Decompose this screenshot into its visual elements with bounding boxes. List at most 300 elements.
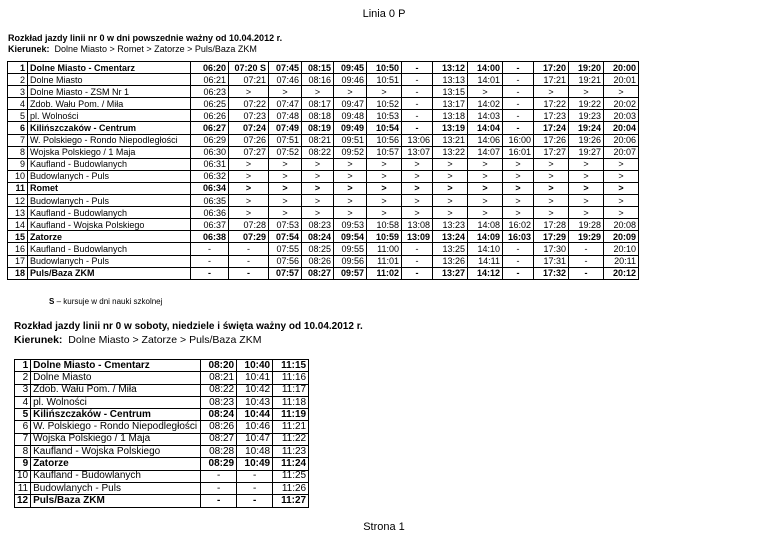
departure-time: - xyxy=(402,243,433,255)
departure-time: - xyxy=(402,255,433,267)
departure-time: - xyxy=(503,122,534,134)
stop-name: Kilińszczaków - Centrum xyxy=(28,122,191,134)
departure-time: 17:23 xyxy=(534,110,569,122)
table-row xyxy=(8,86,639,98)
table-row xyxy=(8,98,639,110)
stop-number: 18 xyxy=(8,267,28,279)
departure-time: 07:46 xyxy=(269,74,302,86)
departure-time: - xyxy=(201,482,237,494)
departure-time: 07:26 xyxy=(229,134,269,146)
departure-time: 07:24 xyxy=(229,122,269,134)
departure-time: 16:03 xyxy=(503,231,534,243)
stop-name: pl. Wolności xyxy=(28,110,191,122)
departure-time: 09:45 xyxy=(334,62,367,74)
departure-time: 09:56 xyxy=(334,255,367,267)
departure-time: - xyxy=(503,110,534,122)
departure-time: > xyxy=(367,86,402,98)
departure-time: 13:19 xyxy=(433,122,468,134)
departure-time: 08:25 xyxy=(302,243,334,255)
stop-number: 2 xyxy=(8,74,28,86)
departure-time: - xyxy=(503,62,534,74)
departure-time: 08:26 xyxy=(302,255,334,267)
departure-time: 08:23 xyxy=(201,396,237,408)
departure-time: > xyxy=(334,182,367,194)
departure-time: > xyxy=(229,182,269,194)
departure-time: 16:00 xyxy=(503,134,534,146)
departure-time: 07:54 xyxy=(269,231,302,243)
weekday-direction-value: Dolne Miasto > Romet > Zatorze > Puls/Baza ZKM xyxy=(54,44,257,54)
departure-time: 17:26 xyxy=(534,134,569,146)
departure-time: > xyxy=(269,182,302,194)
departure-time: 06:21 xyxy=(191,74,229,86)
departure-time: > xyxy=(302,170,334,182)
departure-time: 17:21 xyxy=(534,74,569,86)
table-row xyxy=(15,495,309,507)
table-row xyxy=(8,146,639,158)
departure-time: 14:08 xyxy=(468,219,503,231)
departure-time: 19:29 xyxy=(569,231,604,243)
departure-time: - xyxy=(237,482,273,494)
stop-number: 11 xyxy=(8,182,28,194)
departure-time: - xyxy=(191,267,229,279)
stop-name: Kaufland - Wojska Polskiego xyxy=(31,446,201,458)
departure-time: 08:22 xyxy=(201,384,237,396)
departure-time: 13:06 xyxy=(402,134,433,146)
departure-time: 13:15 xyxy=(433,86,468,98)
departure-time: 17:22 xyxy=(534,98,569,110)
departure-time: 06:20 xyxy=(191,62,229,74)
departure-time: 06:26 xyxy=(191,110,229,122)
departure-time: 10:49 xyxy=(237,458,273,470)
departure-time: 13:22 xyxy=(433,146,468,158)
departure-time: > xyxy=(604,86,639,98)
stop-number: 13 xyxy=(8,207,28,219)
stop-name: Kaufland - Budowlanych xyxy=(28,207,191,219)
departure-time: - xyxy=(402,267,433,279)
departure-time: 13:17 xyxy=(433,98,468,110)
table-row xyxy=(8,231,639,243)
stop-number: 8 xyxy=(8,146,28,158)
departure-time: 10:57 xyxy=(367,146,402,158)
departure-time: > xyxy=(433,170,468,182)
departure-time: 13:24 xyxy=(433,231,468,243)
departure-time: > xyxy=(367,158,402,170)
departure-time: 06:29 xyxy=(191,134,229,146)
departure-time: 20:02 xyxy=(604,98,639,110)
departure-time: 20:09 xyxy=(604,231,639,243)
departure-time: 17:24 xyxy=(534,122,569,134)
stop-number: 14 xyxy=(8,219,28,231)
departure-time: > xyxy=(302,158,334,170)
departure-time: 06:30 xyxy=(191,146,229,158)
stop-number: 3 xyxy=(15,384,31,396)
departure-time: > xyxy=(503,195,534,207)
departure-time: 08:27 xyxy=(201,433,237,445)
weekday-direction-label: Kierunek: xyxy=(8,44,50,54)
departure-time: 20:04 xyxy=(604,122,639,134)
departure-time: > xyxy=(402,195,433,207)
departure-time: > xyxy=(269,170,302,182)
table-row xyxy=(15,458,309,470)
stop-name: Budowlanych - Puls xyxy=(28,255,191,267)
departure-time: 20:06 xyxy=(604,134,639,146)
departure-time: 14:01 xyxy=(468,74,503,86)
departure-time: 06:37 xyxy=(191,219,229,231)
departure-time: > xyxy=(269,158,302,170)
departure-time: > xyxy=(367,207,402,219)
departure-time: - xyxy=(402,86,433,98)
departure-time: 10:52 xyxy=(367,98,402,110)
stop-number: 4 xyxy=(8,98,28,110)
departure-time: 08:26 xyxy=(201,421,237,433)
stop-number: 1 xyxy=(15,360,31,372)
departure-time: > xyxy=(468,207,503,219)
departure-time: - xyxy=(237,495,273,507)
weekday-footnote xyxy=(49,297,162,306)
departure-time: > xyxy=(367,195,402,207)
departure-time: 14:04 xyxy=(468,122,503,134)
departure-time: 08:24 xyxy=(201,409,237,421)
departure-time: - xyxy=(569,255,604,267)
departure-time: 10:50 xyxy=(367,62,402,74)
departure-time: - xyxy=(229,267,269,279)
departure-time: > xyxy=(229,207,269,219)
departure-time: 08:19 xyxy=(302,122,334,134)
footnote-text: – kursuje w dni nauki szkolnej xyxy=(54,297,163,306)
departure-time: 11:16 xyxy=(273,372,309,384)
departure-time: > xyxy=(269,86,302,98)
departure-time: 11:18 xyxy=(273,396,309,408)
stop-name: Budowlanych - Puls xyxy=(28,170,191,182)
departure-time: 09:54 xyxy=(334,231,367,243)
table-row xyxy=(8,195,639,207)
departure-time: > xyxy=(402,158,433,170)
departure-time: 13:27 xyxy=(433,267,468,279)
departure-time: - xyxy=(402,74,433,86)
departure-time: 07:48 xyxy=(269,110,302,122)
departure-time: 14:03 xyxy=(468,110,503,122)
departure-time: - xyxy=(201,495,237,507)
departure-time: 06:36 xyxy=(191,207,229,219)
departure-time: 06:23 xyxy=(191,86,229,98)
departure-time: 09:53 xyxy=(334,219,367,231)
departure-time: 11:01 xyxy=(367,255,402,267)
table-row xyxy=(15,396,309,408)
departure-time: 08:22 xyxy=(302,146,334,158)
departure-time: 09:57 xyxy=(334,267,367,279)
departure-time: 08:23 xyxy=(302,219,334,231)
departure-time: > xyxy=(534,158,569,170)
table-row xyxy=(8,122,639,134)
departure-time: > xyxy=(604,207,639,219)
departure-time: 06:35 xyxy=(191,195,229,207)
departure-time: 08:15 xyxy=(302,62,334,74)
departure-time: - xyxy=(402,98,433,110)
departure-time: 10:42 xyxy=(237,384,273,396)
departure-time: > xyxy=(334,86,367,98)
departure-time: 11:21 xyxy=(273,421,309,433)
stop-number: 1 xyxy=(8,62,28,74)
departure-time: 17:27 xyxy=(534,146,569,158)
stop-name: Romet xyxy=(28,182,191,194)
departure-time: 13:26 xyxy=(433,255,468,267)
table-row xyxy=(8,207,639,219)
departure-time: 06:38 xyxy=(191,231,229,243)
departure-time: 11:23 xyxy=(273,446,309,458)
stop-number: 5 xyxy=(15,409,31,421)
departure-time: > xyxy=(334,195,367,207)
departure-time: - xyxy=(569,267,604,279)
departure-time: 20:08 xyxy=(604,219,639,231)
departure-time: 13:07 xyxy=(402,146,433,158)
table-row xyxy=(15,470,309,482)
weekend-timetable xyxy=(14,359,309,508)
departure-time: > xyxy=(269,195,302,207)
stop-number: 15 xyxy=(8,231,28,243)
stop-number: 10 xyxy=(15,470,31,482)
departure-time: 06:25 xyxy=(191,98,229,110)
table-row xyxy=(15,433,309,445)
departure-time: > xyxy=(534,195,569,207)
departure-time: 08:20 xyxy=(201,360,237,372)
departure-time: 07:27 xyxy=(229,146,269,158)
departure-time: 07:57 xyxy=(269,267,302,279)
departure-time: - xyxy=(229,255,269,267)
departure-time: > xyxy=(503,158,534,170)
stop-name: Puls/Baza ZKM xyxy=(31,495,201,507)
stop-number: 12 xyxy=(15,495,31,507)
departure-time: > xyxy=(433,182,468,194)
departure-time: - xyxy=(503,267,534,279)
stop-name: Dolne Miasto - ZSM Nr 1 xyxy=(28,86,191,98)
departure-time: > xyxy=(503,170,534,182)
departure-time: > xyxy=(402,170,433,182)
departure-time: 07:55 xyxy=(269,243,302,255)
departure-time: 06:32 xyxy=(191,170,229,182)
departure-time: 11:25 xyxy=(273,470,309,482)
departure-time: > xyxy=(468,158,503,170)
departure-time: 09:46 xyxy=(334,74,367,86)
table-row xyxy=(8,267,639,279)
departure-time: 07:20 S xyxy=(229,62,269,74)
stop-name: Budowlanych - Puls xyxy=(31,482,201,494)
stop-number: 6 xyxy=(15,421,31,433)
departure-time: 07:45 xyxy=(269,62,302,74)
departure-time: > xyxy=(604,195,639,207)
departure-time: > xyxy=(468,182,503,194)
table-row xyxy=(8,62,639,74)
departure-time: 11:27 xyxy=(273,495,309,507)
departure-time: > xyxy=(269,207,302,219)
departure-time: > xyxy=(334,170,367,182)
departure-time: 14:09 xyxy=(468,231,503,243)
stop-number: 10 xyxy=(8,170,28,182)
departure-time: 07:28 xyxy=(229,219,269,231)
departure-time: 09:52 xyxy=(334,146,367,158)
departure-time: - xyxy=(402,110,433,122)
table-row xyxy=(8,74,639,86)
departure-time: 10:47 xyxy=(237,433,273,445)
table-row xyxy=(8,255,639,267)
stop-name: W. Polskiego - Rondo Niepodległości xyxy=(31,421,201,433)
departure-time: - xyxy=(503,98,534,110)
departure-time: 06:34 xyxy=(191,182,229,194)
departure-time: 16:02 xyxy=(503,219,534,231)
stop-name: Budowlanych - Puls xyxy=(28,195,191,207)
departure-time: > xyxy=(402,182,433,194)
table-row xyxy=(8,134,639,146)
weekday-schedule-title: Rozkład jazdy linii nr 0 w dni powszednie ważny od 10.04.2012 r. xyxy=(8,33,283,43)
table-row xyxy=(15,409,309,421)
departure-time: 13:25 xyxy=(433,243,468,255)
stop-number: 5 xyxy=(8,110,28,122)
departure-time: > xyxy=(302,86,334,98)
departure-time: 09:51 xyxy=(334,134,367,146)
departure-time: > xyxy=(569,170,604,182)
departure-time: > xyxy=(302,195,334,207)
departure-time: 11:26 xyxy=(273,482,309,494)
departure-time: 07:47 xyxy=(269,98,302,110)
stop-number: 9 xyxy=(8,158,28,170)
departure-time: 09:55 xyxy=(334,243,367,255)
stop-name: pl. Wolności xyxy=(31,396,201,408)
stop-name: Kilińszczaków - Centrum xyxy=(31,409,201,421)
weekend-direction-value: Dolne Miasto > Zatorze > Puls/Baza ZKM xyxy=(68,334,262,346)
departure-time: 08:28 xyxy=(201,446,237,458)
departure-time: 08:21 xyxy=(201,372,237,384)
departure-time: 13:09 xyxy=(402,231,433,243)
departure-time: > xyxy=(433,195,468,207)
departure-time: 11:02 xyxy=(367,267,402,279)
departure-time: 10:53 xyxy=(367,110,402,122)
table-row xyxy=(15,421,309,433)
departure-time: 08:18 xyxy=(302,110,334,122)
departure-time: 07:29 xyxy=(229,231,269,243)
departure-time: 11:17 xyxy=(273,384,309,396)
table-row xyxy=(8,243,639,255)
stop-name: Kaufland - Budowlanych xyxy=(28,158,191,170)
table-row xyxy=(8,219,639,231)
departure-time: 06:27 xyxy=(191,122,229,134)
departure-time: 14:00 xyxy=(468,62,503,74)
departure-time: > xyxy=(569,207,604,219)
departure-time: > xyxy=(334,158,367,170)
departure-time: 20:07 xyxy=(604,146,639,158)
departure-time: 19:27 xyxy=(569,146,604,158)
stop-number: 11 xyxy=(15,482,31,494)
departure-time: > xyxy=(229,86,269,98)
stop-name: Kaufland - Budowlanych xyxy=(28,243,191,255)
departure-time: > xyxy=(503,182,534,194)
departure-time: > xyxy=(468,170,503,182)
stop-name: Puls/Baza ZKM xyxy=(28,267,191,279)
stop-number: 3 xyxy=(8,86,28,98)
departure-time: 09:47 xyxy=(334,98,367,110)
departure-time: > xyxy=(433,207,468,219)
departure-time: 08:27 xyxy=(302,267,334,279)
departure-time: 13:18 xyxy=(433,110,468,122)
table-row xyxy=(15,384,309,396)
departure-time: 07:53 xyxy=(269,219,302,231)
departure-time: - xyxy=(237,470,273,482)
stop-name: Dolne Miasto - Cmentarz xyxy=(31,360,201,372)
stop-number: 7 xyxy=(15,433,31,445)
departure-time: 17:20 xyxy=(534,62,569,74)
departure-time: 20:12 xyxy=(604,267,639,279)
departure-time: 11:15 xyxy=(273,360,309,372)
stop-name: Zatorze xyxy=(28,231,191,243)
stop-number: 12 xyxy=(8,195,28,207)
departure-time: 11:22 xyxy=(273,433,309,445)
departure-time: > xyxy=(604,170,639,182)
departure-time: 19:24 xyxy=(569,122,604,134)
departure-time: - xyxy=(402,122,433,134)
departure-time: 11:00 xyxy=(367,243,402,255)
departure-time: 19:20 xyxy=(569,62,604,74)
departure-time: 16:01 xyxy=(503,146,534,158)
departure-time: 20:11 xyxy=(604,255,639,267)
departure-time: > xyxy=(468,195,503,207)
stop-name: Zdob. Wału Pom. / Miła xyxy=(28,98,191,110)
departure-time: 17:32 xyxy=(534,267,569,279)
departure-time: 07:52 xyxy=(269,146,302,158)
departure-time: 10:54 xyxy=(367,122,402,134)
stop-number: 6 xyxy=(8,122,28,134)
departure-time: > xyxy=(604,182,639,194)
departure-time: > xyxy=(229,195,269,207)
departure-time: 10:51 xyxy=(367,74,402,86)
departure-time: - xyxy=(503,74,534,86)
departure-time: 14:07 xyxy=(468,146,503,158)
departure-time: > xyxy=(468,86,503,98)
departure-time: 07:51 xyxy=(269,134,302,146)
departure-time: 13:12 xyxy=(433,62,468,74)
departure-time: - xyxy=(201,470,237,482)
departure-time: 06:31 xyxy=(191,158,229,170)
departure-time: 20:03 xyxy=(604,110,639,122)
table-row xyxy=(15,446,309,458)
departure-time: 17:31 xyxy=(534,255,569,267)
stop-name: Zatorze xyxy=(31,458,201,470)
departure-time: 14:02 xyxy=(468,98,503,110)
departure-time: > xyxy=(569,86,604,98)
weekday-direction xyxy=(8,44,257,54)
departure-time: 08:16 xyxy=(302,74,334,86)
departure-time: 07:21 xyxy=(229,74,269,86)
departure-time: 09:48 xyxy=(334,110,367,122)
departure-time: 19:23 xyxy=(569,110,604,122)
weekend-direction xyxy=(14,334,261,346)
departure-time: 14:12 xyxy=(468,267,503,279)
departure-time: > xyxy=(367,182,402,194)
page-header-title: Linia 0 P xyxy=(362,8,406,20)
departure-time: 08:29 xyxy=(201,458,237,470)
departure-time: 08:17 xyxy=(302,98,334,110)
stop-number: 17 xyxy=(8,255,28,267)
departure-time: 10:56 xyxy=(367,134,402,146)
departure-time: 13:08 xyxy=(402,219,433,231)
departure-time: - xyxy=(503,86,534,98)
stop-name: W. Polskiego - Rondo Niepodległości xyxy=(28,134,191,146)
departure-time: 09:49 xyxy=(334,122,367,134)
stop-name: Kaufland - Wojska Polskiego xyxy=(28,219,191,231)
departure-time: 17:29 xyxy=(534,231,569,243)
departure-time: 14:10 xyxy=(468,243,503,255)
departure-time: 07:49 xyxy=(269,122,302,134)
departure-time: 13:23 xyxy=(433,219,468,231)
departure-time: > xyxy=(534,182,569,194)
departure-time: - xyxy=(191,255,229,267)
